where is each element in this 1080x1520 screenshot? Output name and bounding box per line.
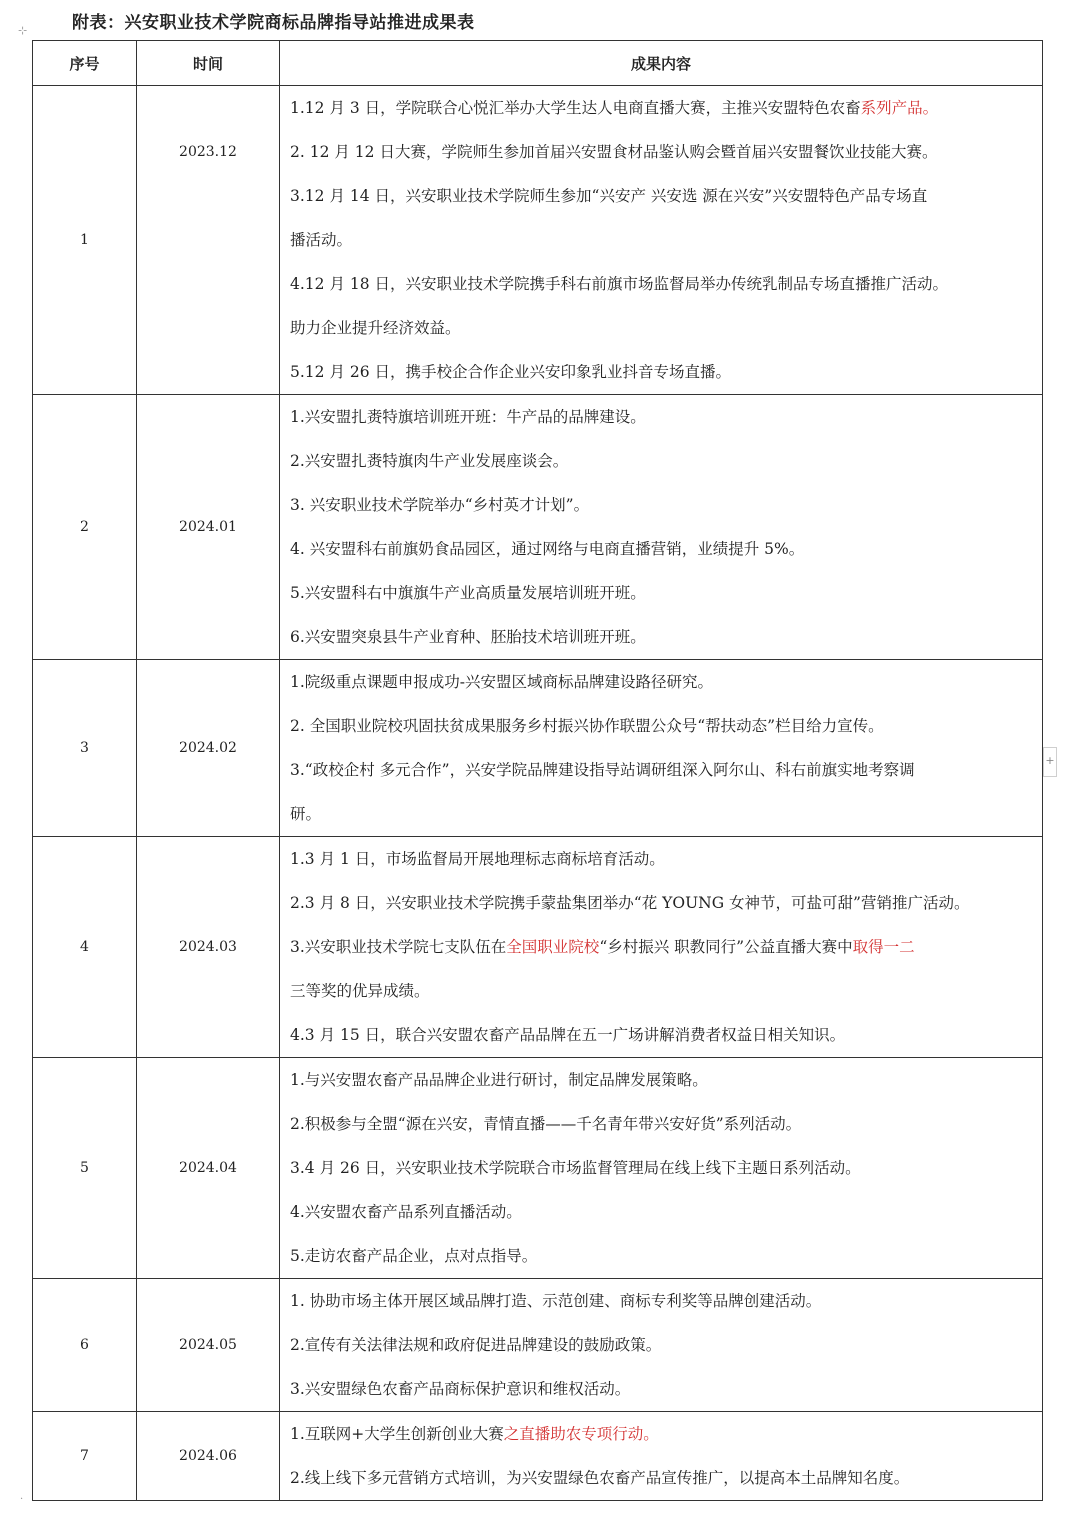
- row-time-text: 2024.02: [179, 740, 237, 756]
- row-content: [280, 1279, 1043, 1412]
- content-text: 播活动。: [290, 231, 353, 249]
- header-index: 序号: [33, 41, 137, 86]
- content-text: 3.4 月 26 日，兴安职业技术学院联合市场监督管理局在线上线下主题日系列活动。: [290, 1159, 861, 1177]
- row-time: [137, 395, 280, 660]
- row-index: 3: [33, 660, 137, 837]
- row-index: 1: [33, 86, 137, 395]
- content-line: [290, 262, 1034, 306]
- content-text: 2. 全国职业院校巩固扶贫成果服务乡村振兴协作联盟公众号“帮扶动态”栏目给力宣传。: [290, 717, 884, 735]
- highlight-text: 取得一二: [852, 938, 915, 956]
- content-line: [290, 660, 1034, 704]
- row-time: [137, 1058, 280, 1279]
- paragraph-mark-icon: ·: [20, 1494, 24, 1505]
- row-time-text: 2024.04: [179, 1160, 237, 1176]
- table-body: [33, 86, 1043, 1501]
- row-content: [280, 1412, 1043, 1501]
- table-row: [33, 86, 1043, 395]
- table-row: [33, 660, 1043, 837]
- content-text: 3.“政校企村 多元合作”，兴安学院品牌建设指导站调研组深入阿尔山、科右前旗实地考察调: [290, 761, 915, 779]
- content-text: 2.积极参与全盟“源在兴安，青情直播——千名青年带兴安好货”系列活动。: [290, 1115, 802, 1133]
- content-text: 5.12 月 26 日，携手校企合作企业兴安印象乳业抖音专场直播。: [290, 363, 732, 381]
- content-text: 3.兴安盟绿色农畜产品商标保护意识和维权活动。: [290, 1380, 631, 1398]
- content-line: [290, 527, 1034, 571]
- header-content: 成果内容: [280, 41, 1043, 86]
- results-table: [32, 40, 1043, 1501]
- content-text: 6.兴安盟突泉县牛产业育种、胚胎技术培训班开班。: [290, 628, 646, 646]
- content-line: [290, 1279, 1034, 1323]
- content-text: 1.12 月 3 日，学院联合心悦汇举办大学生达人电商直播大赛，主推兴安盟特色农畜: [290, 99, 861, 117]
- add-row-icon[interactable]: +: [1043, 747, 1057, 777]
- content-line: [290, 748, 1034, 792]
- content-text: 3.12 月 14 日，兴安职业技术学院师生参加“兴安产 兴安选 源在兴安”兴安盟特色产品专场直: [290, 187, 928, 205]
- row-time: [137, 1412, 280, 1501]
- content-text: 1.互联网+大学生创新创业大赛: [290, 1425, 504, 1443]
- content-line: [290, 704, 1034, 748]
- row-content: [280, 660, 1043, 837]
- content-text: 4.兴安盟农畜产品系列直播活动。: [290, 1203, 522, 1221]
- content-text: 2.宣传有关法律法规和政府促进品牌建设的鼓励政策。: [290, 1336, 662, 1354]
- table-header-row: [33, 41, 1043, 86]
- content-line: [290, 174, 1034, 218]
- content-line: [290, 1234, 1034, 1278]
- content-line: [290, 306, 1034, 350]
- content-text: 1. 协助市场主体开展区域品牌打造、示范创建、商标专利奖等品牌创建活动。: [290, 1292, 822, 1310]
- row-index: 5: [33, 1058, 137, 1279]
- content-text: 2.兴安盟扎赉特旗肉牛产业发展座谈会。: [290, 452, 569, 470]
- content-text: 2. 12 月 12 日大赛，学院师生参加首届兴安盟食材品鉴认购会暨首届兴安盟餐饮业技能大赛。: [290, 143, 938, 161]
- row-time-text: 2024.05: [179, 1337, 237, 1353]
- content-line: [290, 1146, 1034, 1190]
- content-text: 1.3 月 1 日，市场监督局开展地理标志商标培育活动。: [290, 850, 665, 868]
- content-line: [290, 218, 1034, 262]
- table-anchor-icon[interactable]: ⊹: [18, 24, 28, 37]
- content-line: [290, 837, 1034, 881]
- row-content: [280, 1058, 1043, 1279]
- highlight-text: 之直播助农专项行动。: [503, 1425, 659, 1443]
- table-row: [33, 1058, 1043, 1279]
- highlight-text: 系列产品。: [860, 99, 939, 117]
- content-text: 助力企业提升经济效益。: [290, 319, 461, 337]
- content-text: 4.3 月 15 日，联合兴安盟农畜产品品牌在五一广场讲解消费者权益日相关知识。: [290, 1026, 846, 1044]
- content-line: [290, 1190, 1034, 1234]
- content-text: 研。: [290, 805, 322, 823]
- row-content: [280, 86, 1043, 395]
- content-text: 2.线上线下多元营销方式培训，为兴安盟绿色农畜产品宣传推广，以提高本土品牌知名度。: [290, 1469, 910, 1487]
- row-index: 2: [33, 395, 137, 660]
- row-time-text: 2024.03: [179, 939, 237, 955]
- content-text: 2.3 月 8 日，兴安职业技术学院携手蒙盐集团举办“花 YOUNG 女神节，可盐可甜”营销推广活动。: [290, 894, 970, 912]
- table-row: [33, 1412, 1043, 1501]
- content-text: 3. 兴安职业技术学院举办“乡村英才计划”。: [290, 496, 590, 514]
- row-index: 4: [33, 837, 137, 1058]
- content-line: [290, 350, 1034, 394]
- content-line: [290, 1367, 1034, 1411]
- content-line: [290, 969, 1034, 1013]
- content-line: [290, 1412, 1034, 1456]
- content-text: 1.与兴安盟农畜产品品牌企业进行研讨，制定品牌发展策略。: [290, 1071, 708, 1089]
- content-text: 1.院级重点课题申报成功-兴安盟区域商标品牌建设路径研究。: [290, 673, 714, 691]
- content-text: 三等奖的优异成绩。: [290, 982, 430, 1000]
- row-index: 6: [33, 1279, 137, 1412]
- row-time-text: 2024.06: [179, 1448, 237, 1464]
- content-line: [290, 1456, 1034, 1500]
- content-line: [290, 1058, 1034, 1102]
- content-text: “乡村振兴 职教同行”公益直播大赛中: [599, 938, 853, 956]
- content-line: [290, 395, 1034, 439]
- table-row: [33, 837, 1043, 1058]
- content-text: 3.兴安职业技术学院七支队伍在: [290, 938, 507, 956]
- row-time: [137, 660, 280, 837]
- content-line: [290, 615, 1034, 659]
- table-row: [33, 395, 1043, 660]
- row-time-text: 2024.01: [179, 519, 237, 535]
- row-time: [137, 86, 280, 395]
- content-line: [290, 86, 1034, 130]
- content-line: [290, 130, 1034, 174]
- content-text: 4. 兴安盟科右前旗奶食品园区，通过网络与电商直播营销，业绩提升 5%。: [290, 540, 805, 558]
- content-text: 4.12 月 18 日，兴安职业技术学院携手科右前旗市场监督局举办传统乳制品专场直播推广活动。: [290, 275, 949, 293]
- document-title: 附表：兴安职业技术学院商标品牌指导站推进成果表: [72, 13, 475, 33]
- content-line: [290, 1013, 1034, 1057]
- row-content: [280, 395, 1043, 660]
- content-line: [290, 571, 1034, 615]
- content-line: [290, 881, 1034, 925]
- content-line: [290, 925, 1034, 969]
- content-text: 5.兴安盟科右中旗旗牛产业高质量发展培训班开班。: [290, 584, 646, 602]
- content-text: 5.走访农畜产品企业，点对点指导。: [290, 1247, 538, 1265]
- content-line: [290, 483, 1034, 527]
- table-row: [33, 1279, 1043, 1412]
- content-line: [290, 792, 1034, 836]
- content-line: [290, 439, 1034, 483]
- header-time: 时间: [137, 41, 280, 86]
- content-text: 1.兴安盟扎赉特旗培训班开班：牛产品的品牌建设。: [290, 408, 646, 426]
- row-time-text: 2023.12: [179, 144, 237, 160]
- row-index: 7: [33, 1412, 137, 1501]
- row-content: [280, 837, 1043, 1058]
- highlight-text: 全国职业院校: [506, 938, 600, 956]
- content-line: [290, 1102, 1034, 1146]
- row-time: [137, 837, 280, 1058]
- content-line: [290, 1323, 1034, 1367]
- row-time: [137, 1279, 280, 1412]
